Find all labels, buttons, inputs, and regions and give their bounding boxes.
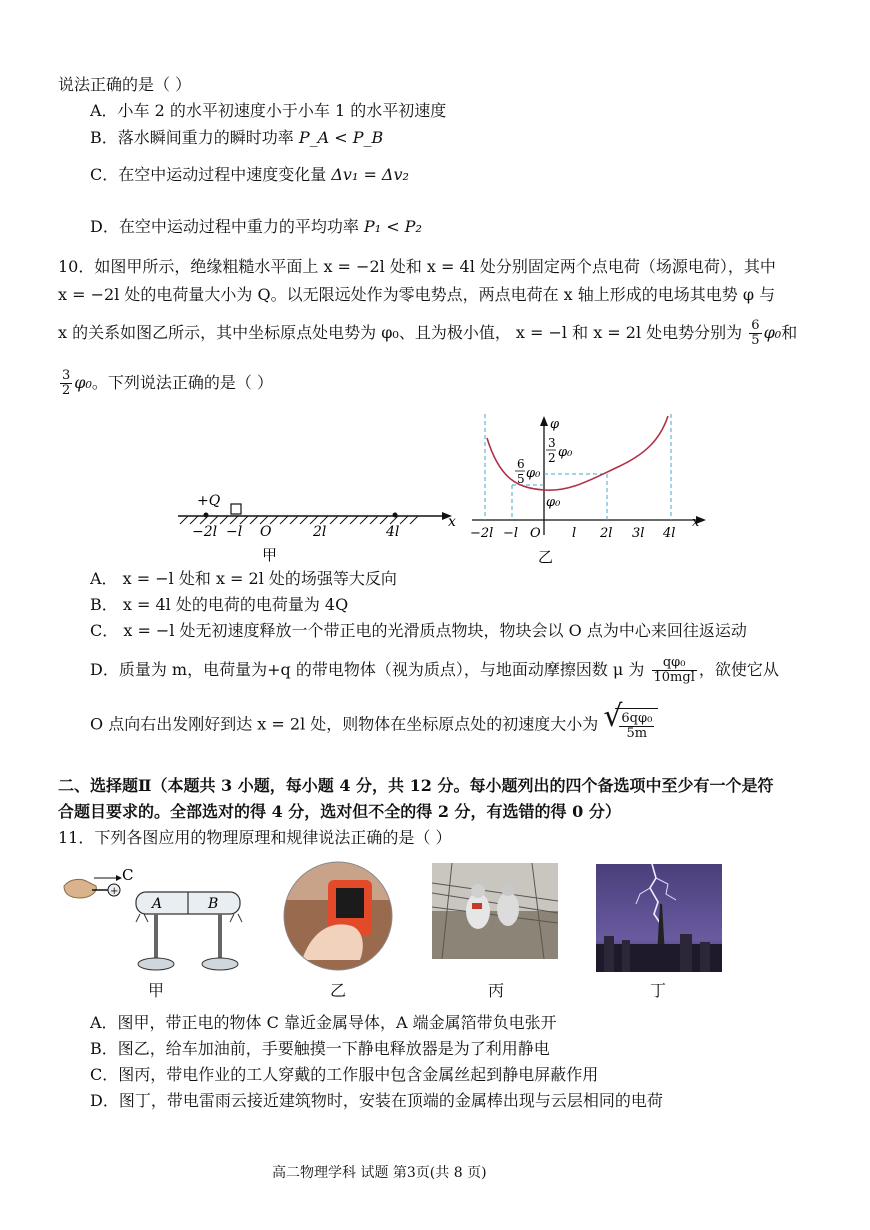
svg-text:4l: 4l — [386, 524, 400, 540]
caption-q11-bing: 丙 — [488, 981, 505, 1000]
sqrt-expression: √ $\frac{\text{6qφ₀}}{5m}$ — [603, 708, 658, 742]
svg-text:A: A — [152, 896, 163, 912]
svg-text:l: l — [572, 526, 577, 541]
charge-4l-dot — [393, 513, 398, 518]
svg-text:2l: 2l — [600, 526, 613, 541]
q10-line-3: x 的关系如图乙所示，其中坐标原点处电势为 φ₀、且为极小值， x = −l 和 x = 2l 处电势分别为 $\frac{6}{5}$ φ₀和 — [58, 318, 798, 348]
svg-text:5: 5 — [517, 472, 525, 486]
q10-option-a: A． x = −l 处和 x = 2l 处的场强等大反向 — [90, 569, 397, 588]
potential-curve — [487, 416, 668, 490]
caption-q11-yi: 乙 — [330, 981, 347, 1000]
q9-option-d: D．在空中运动过程中重力的平均功率 P₁ < P₂ — [90, 217, 422, 236]
svg-text:2l: 2l — [313, 524, 327, 540]
q11-stem: 11．下列各图应用的物理原理和规律说法正确的是（ ） — [58, 828, 452, 847]
hand-icon — [64, 879, 96, 898]
svg-text:O: O — [530, 526, 541, 541]
caption-q11-jia: 甲 — [148, 981, 165, 1000]
svg-text:x: x — [692, 515, 700, 530]
svg-text:φ₀: φ₀ — [526, 466, 541, 481]
svg-text:φ₀: φ₀ — [546, 495, 561, 510]
q9-option-c: C．在空中运动过程中速度变化量 Δv₁ = Δv₂ — [90, 165, 409, 184]
charge-plus-q-dot — [204, 513, 209, 518]
fraction-three-halves: $\frac{3}{2}$ — [62, 368, 71, 398]
svg-text:−l: −l — [503, 526, 519, 541]
q11-option-c: C．图丙，带电作业的工人穿戴的工作服中包含金属丝起到静电屏蔽作用 — [90, 1065, 599, 1084]
q9-option-b: B．落水瞬间重力的瞬时功率 P_A < P_B — [90, 128, 384, 147]
svg-text:4l: 4l — [663, 526, 676, 541]
svg-text:2: 2 — [548, 451, 556, 465]
q10-option-b: B． x = 4l 处的电荷的电荷量为 4Q — [90, 595, 349, 614]
q10-line-4: $\frac{3}{2}$ φ₀。下列说法正确的是（ ） — [62, 368, 273, 398]
caption-yi: 乙 — [538, 548, 554, 566]
svg-text:−2l: −2l — [192, 524, 218, 540]
svg-text:+: + — [110, 886, 119, 897]
svg-text:6: 6 — [517, 457, 525, 471]
svg-text:B: B — [208, 896, 219, 912]
fraction-six-fifths: $\frac{6}{5}$ — [751, 318, 760, 348]
caption-q11-ding: 丁 — [650, 981, 667, 1000]
q11-option-d: D．图丁，带电雷雨云接近建筑物时，安装在顶端的金属棒出现与云层相同的电荷 — [90, 1091, 663, 1110]
svg-text:−l: −l — [226, 524, 243, 540]
section2-heading-line-1: 二、选择题Ⅱ（本题共 3 小题，每小题 4 分，共 12 分。每小题列出的四个备选项中至少有一个是符 — [58, 776, 774, 795]
q10-line-1: 10．如图甲所示，绝缘粗糙水平面上 x = −2l 处和 x = 4l 处分别固定两个点电荷（场源电荷），其中 — [58, 257, 776, 276]
photo-live-line-workers — [432, 863, 558, 959]
svg-text:C: C — [122, 866, 134, 884]
svg-text:φ: φ — [550, 417, 560, 432]
label-plus-q: +Q — [197, 493, 221, 509]
svg-text:x: x — [448, 514, 456, 530]
page-footer: 高二物理学科 试题 第3页(共 8 页) — [272, 1165, 487, 1181]
photo-lightning-rod — [596, 864, 722, 972]
caption-jia: 甲 — [262, 546, 278, 564]
q9-option-a: A．小车 2 的水平初速度小于小车 1 的水平初速度 — [90, 101, 447, 120]
q10-option-c: C． x = −l 处无初速度释放一个带正电的光滑质点物块，物块会以 O 点为中心来回往返运动 — [90, 621, 747, 640]
block-square — [231, 504, 241, 514]
svg-text:3: 3 — [548, 436, 556, 450]
q11-option-b: B．图乙，给车加油前，手要触摸一下静电释放器是为了利用静电 — [90, 1039, 550, 1058]
figure-yi-potential-graph — [460, 410, 710, 570]
q9-stem-tail: 说法正确的是（ ） — [58, 75, 192, 94]
svg-text:φ₀: φ₀ — [558, 445, 573, 460]
svg-text:O: O — [260, 524, 272, 540]
q10-option-d-line-2: O 点向右出发刚好到达 x = 2l 处，则物体在坐标原点处的初速度大小为 √ $\frac{\text{6qφ₀}}{5m}$ — [90, 708, 658, 742]
q10-option-d-line-1: D．质量为 m，电荷量为+q 的带电物体（视为质点），与地面动摩擦因数 μ 为 $\frac{\text{qφ₀}}{\text{10mgl}}$ ，欲使它从 — [90, 655, 779, 685]
q10-line-2: x = −2l 处的电荷量大小为 Q。以无限远处作为零电势点，两点电荷在 x 轴上形成的电场其电势 φ 与 — [58, 285, 776, 304]
section2-heading-line-2: 合题目要求的。全部选对的得 4 分，选对但不全的得 2 分，有选错的得 0 分） — [58, 802, 621, 821]
photo-static-discharger — [282, 860, 394, 972]
svg-text:3l: 3l — [632, 526, 645, 541]
figure-jia-charges-on-surface — [170, 490, 470, 570]
fraction-mu: $\frac{\text{qφ₀}}{\text{10mgl}}$ — [653, 655, 695, 685]
svg-text:−2l: −2l — [470, 526, 494, 541]
q11-option-a: A．图甲，带正电的物体 C 靠近金属导体，A 端金属箔带负电张开 — [90, 1013, 557, 1032]
